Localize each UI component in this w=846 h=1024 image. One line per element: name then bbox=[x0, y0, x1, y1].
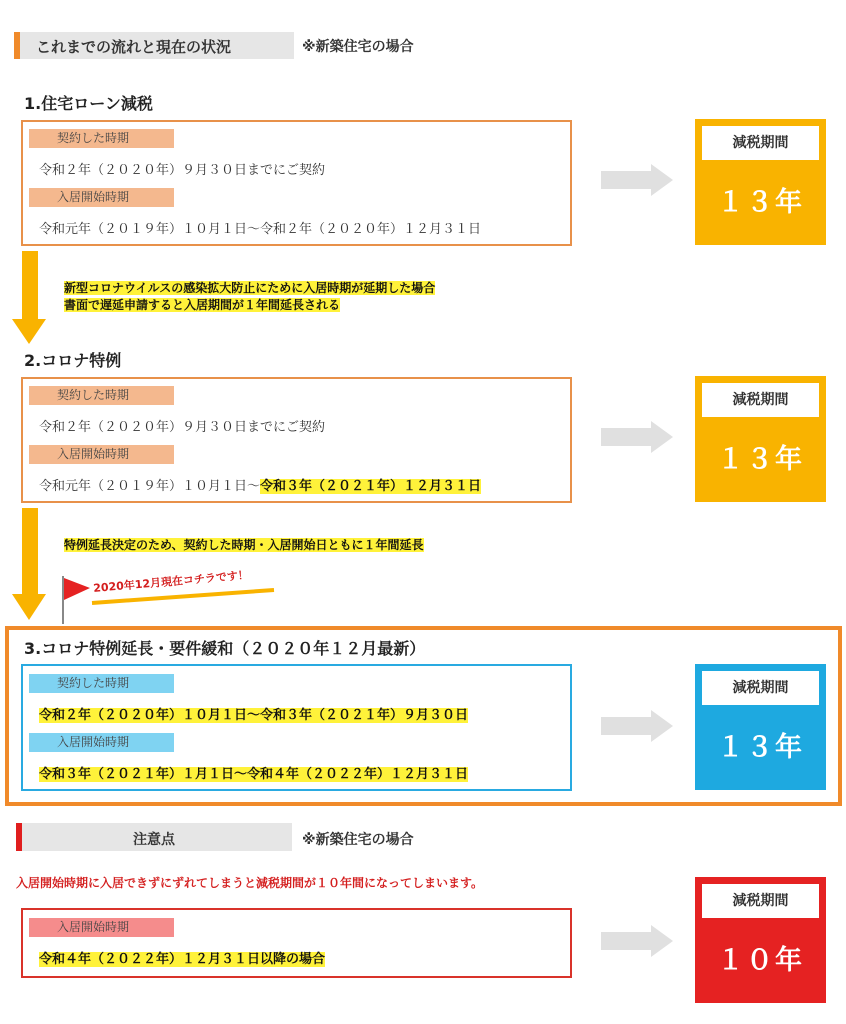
period-label: 減税期間 bbox=[702, 671, 819, 705]
period-box-1 bbox=[695, 119, 826, 245]
section-3-box bbox=[21, 664, 572, 791]
contract-tag: 契約した時期 bbox=[29, 129, 174, 148]
period-box-3 bbox=[695, 664, 826, 790]
callout-2: 特例延長決定のため、契約した時期・入居開始日ともに１年間延長 bbox=[64, 538, 424, 552]
move-line bbox=[39, 475, 481, 494]
move-tag: 入居開始時期 bbox=[29, 918, 174, 937]
caution-box bbox=[21, 908, 572, 978]
callout-1-line1: 新型コロナウイルスの感染拡大防止にために入居時期が延期した場合 bbox=[64, 281, 436, 295]
down-arrow-icon bbox=[12, 251, 46, 344]
move-line-plain: 令和元年（２０１９年）１０月１日〜 bbox=[39, 479, 261, 494]
section-1-title: 1.住宅ローン減税 bbox=[24, 94, 153, 113]
page-title: これまでの流れと現在の状況 bbox=[36, 38, 232, 56]
move-line: 令和元年（２０１９年）１０月１日〜令和２年（２０２０年）１２月３１日 bbox=[39, 222, 482, 237]
contract-line: 令和２年（２０２０年）９月３０日までにご契約 bbox=[39, 420, 326, 435]
flag-label: 2020年12月現在コチラです！ bbox=[92, 568, 250, 596]
period-box-2 bbox=[695, 376, 826, 502]
move-tag: 入居開始時期 bbox=[29, 188, 174, 207]
right-arrow-icon bbox=[601, 925, 673, 957]
period-value: １３年 bbox=[717, 444, 804, 475]
period-label: 減税期間 bbox=[702, 884, 819, 918]
period-value: １０年 bbox=[717, 945, 804, 976]
contract-line: 令和２年（２０２０年）１０月１日〜令和３年（２０２１年）９月３０日 bbox=[39, 708, 469, 723]
section-1-box bbox=[21, 120, 572, 246]
right-arrow-icon bbox=[601, 421, 673, 453]
down-arrow-icon bbox=[12, 508, 46, 620]
right-arrow-icon bbox=[601, 710, 673, 742]
period-label: 減税期間 bbox=[702, 383, 819, 417]
move-line: 令和４年（２０２２年）１２月３１日以降の場合 bbox=[39, 952, 326, 967]
move-tag: 入居開始時期 bbox=[29, 733, 174, 752]
period-label: 減税期間 bbox=[702, 126, 819, 160]
caution-warning: 入居開始時期に入居できずにずれてしまうと減税期間が１０年間になってしまいます。 bbox=[16, 876, 484, 890]
period-box-caution bbox=[695, 877, 826, 1003]
callout-1-line2: 書面で遅延申請すると入居期間が１年間延長される bbox=[64, 298, 341, 312]
caution-title: 注意点 bbox=[133, 832, 175, 848]
header-note: ※新築住宅の場合 bbox=[302, 39, 414, 55]
right-arrow-icon bbox=[601, 164, 673, 196]
contract-line: 令和２年（２０２０年）９月３０日までにご契約 bbox=[39, 163, 326, 178]
contract-tag: 契約した時期 bbox=[29, 386, 174, 405]
period-value: １３年 bbox=[717, 732, 804, 763]
callout-1 bbox=[64, 280, 435, 314]
section-2-box bbox=[21, 377, 572, 503]
period-value: １３年 bbox=[717, 187, 804, 218]
contract-tag: 契約した時期 bbox=[29, 674, 174, 693]
move-tag: 入居開始時期 bbox=[29, 445, 174, 464]
section-2-title: 2.コロナ特例 bbox=[24, 351, 122, 370]
move-line: 令和３年（２０２１年）１月１日〜令和４年（２０２２年）１２月３１日 bbox=[39, 767, 469, 782]
caution-note: ※新築住宅の場合 bbox=[302, 832, 414, 848]
section-3-title: 3.コロナ特例延長・要件緩和（２０２０年１２月最新） bbox=[24, 639, 426, 658]
move-line-highlight: 令和３年（２０２１年）１２月３１日 bbox=[260, 479, 482, 494]
